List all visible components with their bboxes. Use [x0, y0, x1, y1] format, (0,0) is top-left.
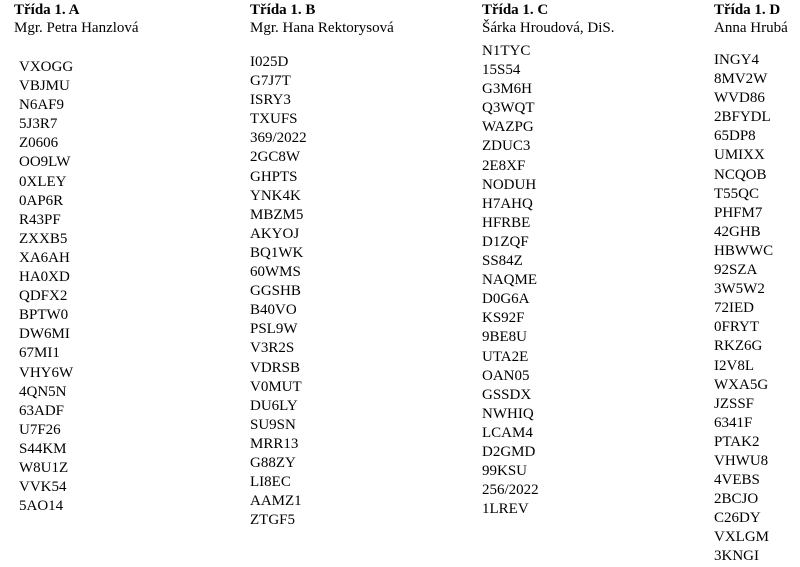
code-item: I025D — [250, 54, 289, 70]
code-item: 5AO14 — [19, 498, 64, 515]
class-column-1b — [250, 0, 394, 530]
code-list — [250, 53, 394, 530]
code-item: SS84Z — [482, 253, 523, 270]
code-item: 2BFYDL — [714, 109, 771, 126]
code-item: GSSDX — [482, 386, 532, 403]
class-column-1a — [14, 0, 139, 516]
code-item: NWHIQ — [482, 405, 534, 422]
code-item: G3M6H — [482, 81, 533, 98]
code-list — [482, 42, 614, 519]
code-item: Q3WQT — [482, 100, 535, 117]
code-list — [14, 58, 139, 516]
code-item: DU6LY — [250, 397, 298, 414]
code-item: B40VO — [250, 302, 297, 319]
code-item: 99KSU — [482, 463, 528, 480]
code-item: 1LREV — [482, 501, 529, 518]
code-item: Z0606 — [19, 135, 59, 152]
code-item: WVD86 — [714, 90, 765, 107]
code-item: BPTW0 — [19, 307, 69, 324]
code-item: 6341F — [714, 414, 753, 431]
code-item: I2V8L — [714, 357, 754, 374]
class-title: Třída 1. A — [14, 2, 80, 18]
code-item: PTAK2 — [714, 433, 760, 450]
class-title: Třída 1. B — [250, 2, 316, 18]
code-item: MRR13 — [250, 435, 299, 452]
code-item: 369/2022 — [250, 130, 307, 147]
code-item: T55QC — [714, 185, 759, 202]
code-item: U7F26 — [19, 421, 61, 438]
code-item: ISRY3 — [250, 92, 291, 109]
code-item: BQ1WK — [250, 244, 304, 261]
code-item: VXOGG — [19, 59, 74, 75]
code-item: G88ZY — [250, 454, 296, 471]
code-item: H7AHQ — [482, 195, 533, 212]
code-item: W8U1Z — [19, 459, 69, 476]
class-column-1d — [714, 0, 788, 567]
code-item: JZSSF — [714, 395, 755, 412]
code-item: GHPTS — [250, 168, 298, 185]
class-column-1c — [482, 0, 614, 519]
teacher-name: Mgr. Petra Hanzlová — [14, 20, 139, 36]
code-item: LI8EC — [250, 474, 291, 491]
code-item: SU9SN — [250, 416, 296, 433]
code-item: 60WMS — [250, 264, 301, 281]
code-item: DW6MI — [19, 326, 70, 343]
code-item: MBZM5 — [250, 206, 304, 223]
class-title: Třída 1. D — [714, 2, 781, 18]
code-item: V0MUT — [250, 378, 302, 395]
code-item: 2BCJO — [714, 491, 759, 508]
code-item: ZXXB5 — [19, 230, 68, 247]
code-item: 2E8XF — [482, 157, 526, 174]
code-item: 15S54 — [482, 62, 521, 79]
code-item: 65DP8 — [714, 128, 756, 145]
code-item: HA0XD — [19, 269, 70, 286]
code-item: N1TYC — [482, 43, 531, 59]
code-item: 9BE8U — [482, 329, 527, 346]
code-item: OO9LW — [19, 154, 71, 171]
code-item: R43PF — [19, 211, 61, 228]
code-item: AKYOJ — [250, 225, 300, 242]
code-item: 4VEBS — [714, 472, 760, 489]
code-item: 42GHB — [714, 223, 761, 240]
code-item: 63ADF — [19, 402, 65, 419]
code-item: G7J7T — [250, 73, 291, 90]
code-list — [714, 51, 788, 567]
code-item: YNK4K — [250, 187, 301, 204]
code-item: 72IED — [714, 300, 754, 317]
code-item: 5J3R7 — [19, 116, 58, 133]
code-item: AAMZ1 — [250, 493, 302, 510]
code-item: 2GC8W — [250, 149, 300, 166]
code-item: 92SZA — [714, 262, 758, 279]
code-item: TXUFS — [250, 111, 298, 128]
code-item: HBWWC — [714, 242, 774, 259]
code-item: VXLGM — [714, 529, 769, 546]
code-item: VHWU8 — [714, 452, 769, 469]
code-item: 67MI1 — [19, 345, 60, 362]
code-item: WXA5G — [714, 376, 769, 393]
code-item: 3KNGI — [714, 548, 759, 565]
code-item: VHY6W — [19, 364, 74, 381]
code-item: V3R2S — [250, 340, 295, 357]
code-item: D2GMD — [482, 443, 536, 460]
code-item: KS92F — [482, 310, 525, 327]
code-item: PSL9W — [250, 321, 298, 338]
code-item: 0FRYT — [714, 319, 760, 336]
code-item: UTA2E — [482, 348, 529, 365]
code-item: LCAM4 — [482, 424, 533, 441]
code-item: ZDUC3 — [482, 138, 531, 155]
code-item: OAN05 — [482, 367, 530, 384]
code-item: D0G6A — [482, 291, 530, 308]
code-item: NODUH — [482, 176, 537, 193]
teacher-name: Mgr. Hana Rektorysová — [250, 20, 394, 36]
code-item: VDRSB — [250, 359, 301, 376]
code-item: D1ZQF — [482, 233, 529, 250]
code-item: 256/2022 — [482, 482, 539, 499]
code-item: 0AP6R — [19, 192, 64, 209]
code-item: XA6AH — [19, 249, 70, 266]
code-item: C26DY — [714, 510, 761, 527]
code-item: VBJMU — [19, 78, 70, 95]
code-item: RKZ6G — [714, 338, 763, 355]
code-item: 4QN5N — [19, 383, 67, 400]
code-item: INGY4 — [714, 52, 759, 68]
code-item: 8MV2W — [714, 71, 768, 88]
code-item: 3W5W2 — [714, 281, 765, 298]
code-item: 0XLEY — [19, 173, 67, 190]
code-item: S44KM — [19, 440, 67, 457]
code-item: QDFX2 — [19, 288, 68, 305]
code-item: HFRBE — [482, 214, 531, 231]
code-item: UMIXX — [714, 147, 765, 164]
code-item: N6AF9 — [19, 97, 65, 114]
teacher-name: Šárka Hroudová, DiS. — [482, 20, 615, 36]
code-item: ZTGF5 — [250, 512, 295, 529]
code-item: WAZPG — [482, 119, 534, 136]
code-item: VVK54 — [19, 479, 67, 496]
code-item: NAQME — [482, 272, 537, 289]
code-item: PHFM7 — [714, 204, 763, 221]
class-title: Třída 1. C — [482, 2, 549, 18]
code-item: GGSHB — [250, 283, 301, 300]
code-item: NCQOB — [714, 166, 767, 183]
teacher-name: Anna Hrubá — [714, 20, 788, 36]
